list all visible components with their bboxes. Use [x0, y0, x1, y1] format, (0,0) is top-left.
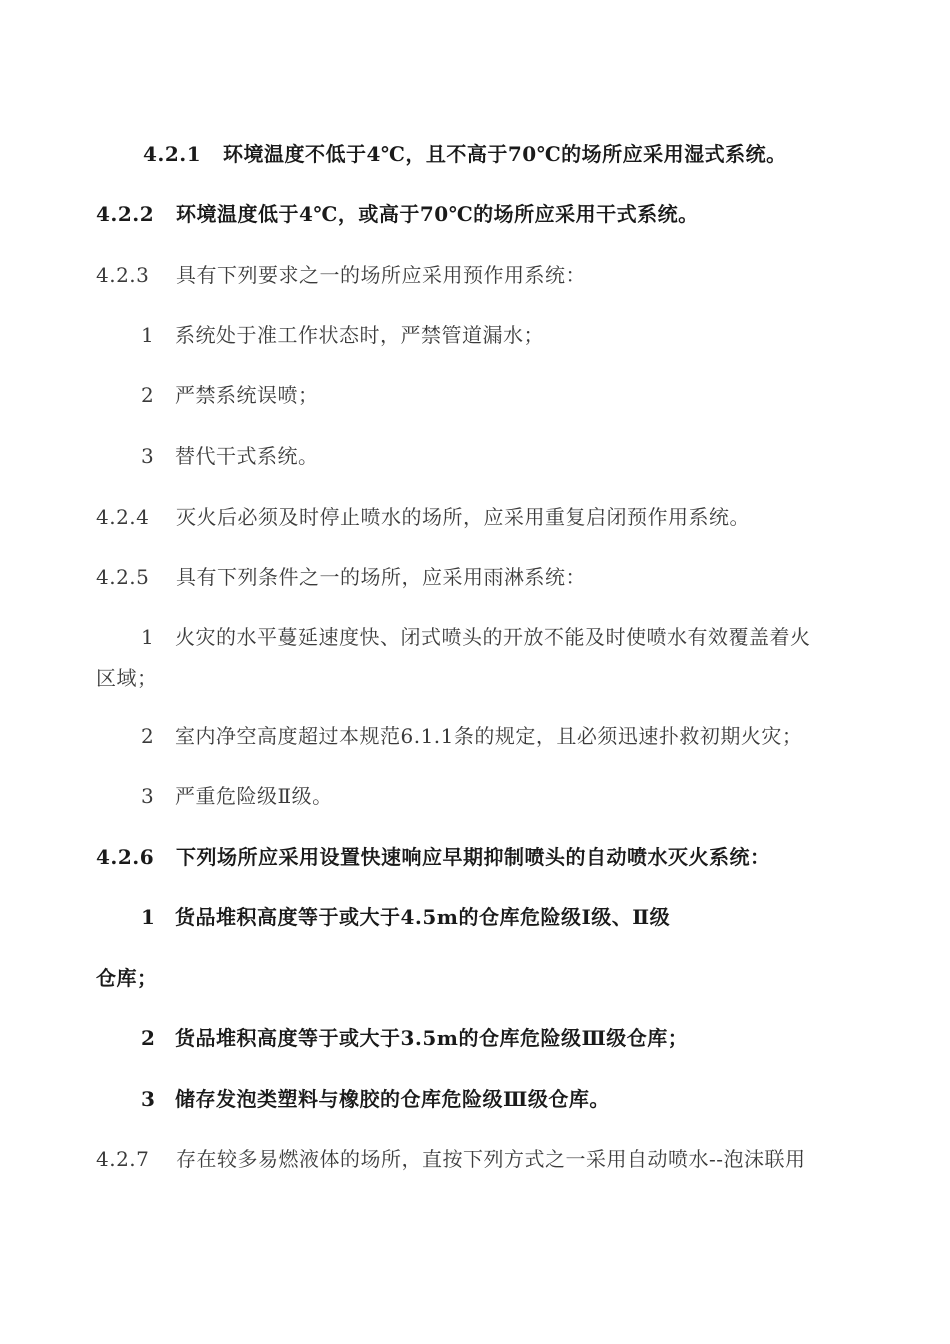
item-text: 货品堆积高度等于或大于4.5m的仓库危险级Ⅰ级、Ⅱ级: [175, 905, 671, 929]
item-text: 系统处于准工作状态时，严禁管道漏水；: [175, 323, 544, 347]
clause-number: 4.2.1: [143, 142, 202, 166]
clause-text: 具有下列要求之一的场所应采用预作用系统：: [176, 263, 586, 287]
clause-4-2-4: [96, 503, 750, 531]
clause-text: 具有下列条件之一的场所，应采用雨淋系统：: [176, 565, 586, 589]
item-text: 火灾的水平蔓延速度快、闭式喷头的开放不能及时使喷水有效覆盖着火: [175, 625, 811, 649]
list-item: [141, 321, 544, 349]
clause-number: 4.2.6: [96, 845, 155, 869]
list-item: [141, 381, 319, 409]
clause-4-2-2: [96, 200, 699, 228]
clause-number: 4.2.3: [96, 263, 150, 287]
clause-4-2-6: [96, 843, 771, 871]
list-item: [141, 722, 802, 750]
list-item-continuation: [96, 964, 158, 992]
clause-4-2-7: [96, 1145, 806, 1173]
clause-number: 4.2.2: [96, 202, 155, 226]
item-text: 室内净空高度超过本规范6.1.1条的规定，且必须迅速扑救初期火灾；: [175, 724, 803, 748]
item-number: 2: [141, 383, 155, 407]
list-item: [141, 1024, 688, 1052]
clause-text: 下列场所应采用设置快速响应早期抑制喷头的自动喷水灭火系统：: [176, 845, 771, 869]
list-item-continuation: [96, 664, 158, 692]
list-item: [141, 782, 333, 810]
item-number: 3: [141, 784, 155, 808]
item-text: 严禁系统误喷；: [175, 383, 319, 407]
item-number: 1: [141, 323, 155, 347]
clause-4-2-5: [96, 563, 586, 591]
list-item: [141, 903, 670, 931]
item-text: 货品堆积高度等于或大于3.5m的仓库危险级Ⅲ级仓库；: [175, 1026, 689, 1050]
clause-text: 存在较多易燃液体的场所，直按下列方式之一采用自动喷水--泡沫联用: [176, 1147, 806, 1171]
item-text: 区域；: [96, 666, 158, 690]
item-text: 仓库；: [96, 966, 158, 990]
clause-4-2-3: [96, 261, 586, 289]
item-number: 3: [141, 1087, 156, 1111]
clause-number: 4.2.4: [96, 505, 150, 529]
item-text: 严重危险级Ⅱ级。: [175, 784, 333, 808]
list-item: [141, 442, 319, 470]
list-item: [141, 1085, 610, 1113]
clause-number: 4.2.5: [96, 565, 150, 589]
clause-text: 环境温度低于4℃，或高于70℃的场所应采用干式系统。: [176, 202, 699, 226]
list-item: [141, 623, 811, 651]
item-number: 3: [141, 444, 155, 468]
clause-4-2-1: [143, 140, 787, 168]
clause-number: 4.2.7: [96, 1147, 150, 1171]
clause-text: 环境温度不低于4℃，且不高于70℃的场所应采用湿式系统。: [223, 142, 787, 166]
item-text: 储存发泡类塑料与橡胶的仓库危险级Ⅲ级仓库。: [175, 1087, 610, 1111]
item-number: 2: [141, 1026, 156, 1050]
item-number: 1: [141, 905, 156, 929]
item-number: 1: [141, 625, 155, 649]
item-text: 替代干式系统。: [175, 444, 319, 468]
clause-text: 灭火后必须及时停止喷水的场所，应采用重复启闭预作用系统。: [176, 505, 750, 529]
item-number: 2: [141, 724, 155, 748]
